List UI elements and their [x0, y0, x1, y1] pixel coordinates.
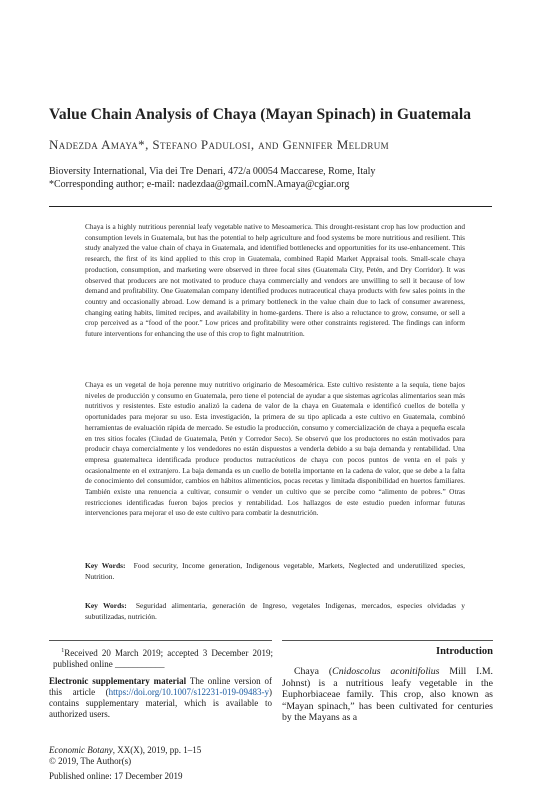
journal-citation	[49, 745, 299, 756]
right-column-rule	[282, 640, 493, 641]
supplementary-note	[49, 676, 272, 720]
received-note	[53, 646, 273, 670]
keywords-text: Food security, Income generation, Indigenous vegetable, Markets, Neglected and underutilized species, Nutrition.	[85, 561, 465, 581]
volume-pages: , XX(X), 2019, pp. 1–15	[112, 745, 202, 755]
esm-text-post: ) contains supplementary material, which is available to authorized users.	[49, 687, 272, 719]
keywords-english	[85, 560, 465, 582]
doi-link[interactable]: https://doi.org/10.1007/s12231-019-09483-y	[108, 687, 269, 697]
esm-text-pre: The online version of this article (	[49, 676, 272, 697]
abstract-spanish: Chaya es un vegetal de hoja perenne muy nutritivo originario de Mesoamérica. Este cultivo resistente a la sequía, tiene bajos niveles de producción y consumo en Guatemala, pero tiene el potencial de ayudar a que sistemas agrícolas alimentarios sean más nutritivos y resistentes. Este estudio analizó la cadena de valor de la chaya en Guatemala e identificó cuellos de botella y oportunidades para mejorar su uso. Esta investigación, la primera de su tipo aplicada a este cultivo en Guatemala, combinó herramientas de evaluación rápida de mercado. Se estudio la producción, consumo y comercialización de chaya a pequeña escala en tres sitios focales (Ciudad de Guatemala, Petén y Corredor Seco). Se observó que los productores no están motivados para producir chaya comercialmente y los vendedores no están dispuestos a venderla debido a su baja demanda y rentabilidad. Una empresa guatemalteca identificada produce productos nutracéuticos de chaya con pocos puntos de venta en el país y ocasionalmente en el extranjero. La baja demanda es un cuello de botella importante en la cadena de valor, que se debe a la falta de conocimiento del consumidor, cambios en hábitos alimenticios, pocas recetas y limitada disponibilidad en huertos familiares. También existe una renuencia a cultivar, consumir o vender un cultivo que se percibe como “alimento de pobres.” Otras restricciones identificadas fueron bajos precios y rentabilidad. Los hallazgos de este estudio pueden informar futuras intervenciones para mejorar el uso de este cultivo para combatir la desnutrición.	[85, 380, 465, 518]
footnote-marker: 1	[61, 648, 65, 654]
affiliation	[49, 166, 519, 191]
intro-text-start: Chaya (	[294, 666, 333, 677]
journal-name: Economic Botany	[49, 745, 113, 755]
keywords-text: Seguridad alimentaria, generación de Ingreso, vegetales Indígenas, mercados, especies olvidadas y subutilizadas, nutrición.	[85, 601, 466, 621]
copyright-line: © 2019, The Author(s)	[49, 756, 132, 766]
keywords-label: Key Words:	[85, 601, 127, 610]
keywords-label: Key Words:	[85, 561, 126, 570]
introduction-paragraph	[282, 666, 493, 724]
corresponding-author: *Corresponding author; e-mail: nadezdaa@gmail.comN.Amaya@cgiar.org	[49, 178, 350, 190]
species-name: Cnidoscolus aconitifolius	[332, 666, 440, 677]
affiliation-address: Bioversity International, Via dei Tre Denari, 472/a 00054 Maccarese, Rome, Italy	[49, 166, 376, 177]
esm-label: Electronic supplementary material	[49, 676, 187, 686]
published-date: Published online: 17 December 2019	[49, 771, 183, 781]
abstract-english: Chaya is a highly nutritious perennial leafy vegetable native to Mesoamerica. This drought-resistant crop has low production and consumption levels in Guatemala, but has the potential to help agriculture and food systems be more nutritious and resilient. This study analyzed the value chain of chaya in Guatemala, and identified bottlenecks and opportunities for its use-enhancement. This research, the first of its kind applied to this crop in Guatemala, combined Rapid Market Appraisal tools. Small-scale chaya production, consumption, and marketing were observed in three focal sites (Guatemala City, Petén, and Dry Corridor). It was observed that producers are not motivated to produce chaya commercially and vendors are unwilling to sell it because of low demand and profitability. One Guatemalan company identified produces nutraceutical chaya products with few sales points in the country and occasionally abroad. Low demand is a primary bottleneck in the value chain due to lack of consumer awareness, changing eating habits, limited recipes, and availability in home-gardens. There is also a reluctance to grow, consume, or sell a crop perceived as a “food of the poor.” Low prices and profitability were other constraints registered. The findings can inform future interventions for enhancing the use of this crop to fight malnutrition.	[85, 222, 465, 339]
intro-text-rest: Mill I.M. Johnst) is a nutritious leafy vegetable in the Euphorbiaceae family. This crop, also known as “Mayan spinach,” has been cultivated for centuries by the Mayans as a	[282, 666, 493, 724]
keywords-spanish	[85, 600, 465, 622]
received-dates: Received 20 March 2019; accepted 3 December 2019; published online ___________	[53, 648, 274, 669]
author-list: Nadezda Amaya*, Stefano Padulosi, and Gennifer Meldrum	[49, 137, 390, 152]
left-column-rule	[49, 640, 272, 641]
header-rule	[49, 206, 492, 207]
article-title: Value Chain Analysis of Chaya (Mayan Spinach) in Guatemala	[49, 106, 472, 123]
section-heading-introduction: Introduction	[436, 646, 493, 657]
